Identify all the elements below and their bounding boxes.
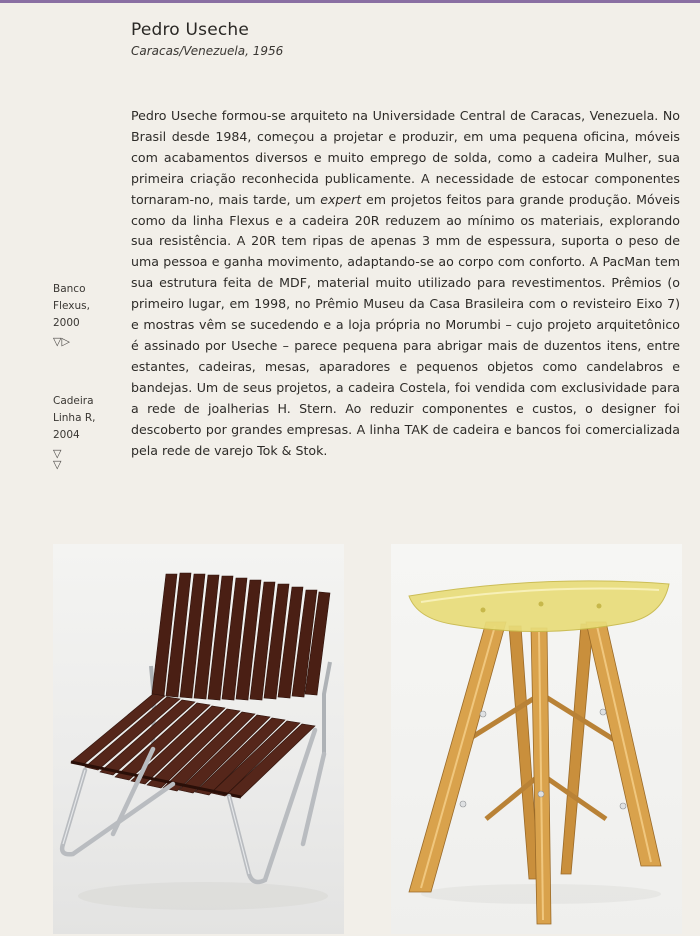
designer-header (131, 20, 283, 58)
bio-part-2: em projetos feitos para grande produção. Móveis como da linha Flexus e a cadeira 20R reduzem ao mínimo os materiais, explorando sua resistência. A 20R tem ripas de apenas 3 mm de espessura, suporta o peso de uma pessoa e ganha movimento, adaptando-se ao corpo com conforto. A PacMan tem sua estrutura feita de MDF, material muito utilizado para revestimentos. Prêmios (o primeiro lugar, em 1998, no Prêmio Museu da Casa Brasileira com o revisteiro Eixo 7) e mostras vêm se sucedendo e a loja própria no Morumbi – cujo projeto arquitetônico é assinado por Useche – parece pequena para abrigar mais de duzentos itens, entre estantes, cadeiras, mesas, aparadores e pequenos objetos como candelabros e bandejas. Um de seus projetos, a cadeira Costela, foi vendida com exclusividade para a rede de joalherias H. Stern. Ao reduzir componentes e custos, o designer foi descoberto por grandes empresas. A linha TAK de cadeira e bancos foi comercializada pela rede de varejo Tok & Stok. (131, 191, 680, 458)
photo-banco-flexus (391, 544, 682, 934)
caption-line: 2004 (53, 429, 80, 441)
bio-emphasis: expert (320, 191, 362, 207)
top-color-rule (0, 0, 700, 3)
caption-cadeira-linha-r (53, 393, 95, 470)
stool-illustration (391, 544, 682, 934)
caption-line: Linha R, (53, 412, 96, 424)
caption-line: 2000 (53, 317, 80, 329)
biography-text (131, 106, 680, 461)
chair-illustration (53, 544, 344, 934)
direction-arrows-icon: ▽ ▽ (53, 447, 62, 471)
bio-part-1: Pedro Useche formou-se arquiteto na Universidade Central de Caracas, Venezuela. No Brasil desde 1984, começou a projetar e produzir, em uma pequena oficina, móveis com acabamentos diversos e muito emprego de solda, como a cadeira Mulher, sua primeira criação reconhecida publicamente. A necessidade de estocar componentes tornaram-no, mais tarde, um (131, 108, 680, 207)
photo-cadeira-linha-r (53, 544, 344, 934)
caption-line: Cadeira (53, 395, 94, 407)
direction-arrows-icon: ▽▷ (53, 335, 70, 348)
caption-line: Flexus, (53, 300, 90, 312)
designer-name: Pedro Useche (131, 20, 250, 40)
designer-origin: Caracas/Venezuela, 1956 (131, 44, 284, 58)
caption-line: Banco (53, 283, 86, 295)
caption-banco-flexus (53, 281, 90, 347)
